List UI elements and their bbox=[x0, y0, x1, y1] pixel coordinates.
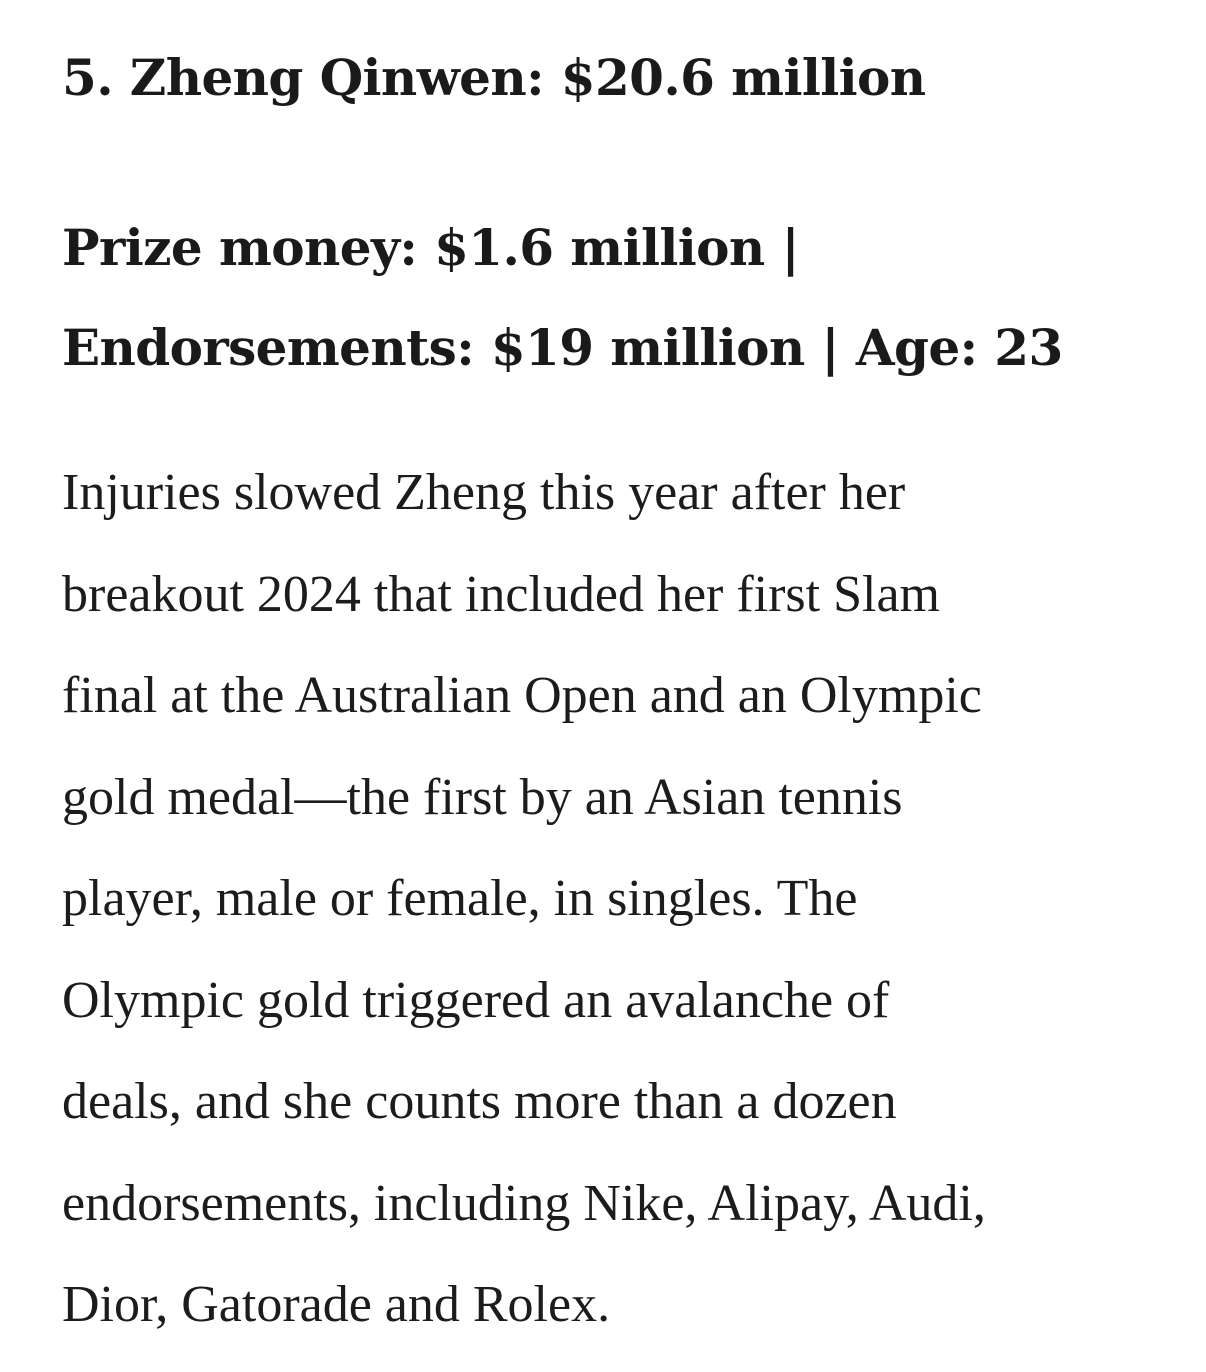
paragraph-line: player, male or female, in singles. The bbox=[62, 870, 858, 927]
endorsements-age-line: Endorsements: $19 million | Age: 23 bbox=[62, 318, 1063, 377]
prize-money-line: Prize money: $1.6 million | bbox=[62, 218, 800, 277]
paragraph-line: endorsements, including Nike, Alipay, Audi, bbox=[62, 1174, 986, 1232]
article-paragraph bbox=[62, 442, 986, 1356]
paragraph-line: Dior, Gatorade and Rolex. bbox=[62, 1276, 611, 1333]
paragraph-line: Injuries slowed Zheng this year after her bbox=[62, 464, 906, 521]
paragraph-line: gold medal—the first by an Asian tennis bbox=[62, 768, 903, 826]
earnings-stats bbox=[62, 198, 1172, 398]
paragraph-line: deals, and she counts more than a dozen bbox=[62, 1073, 897, 1130]
ranking-heading: 5. Zheng Qinwen: $20.6 million bbox=[62, 48, 926, 107]
paragraph-line: final at the Australian Open and an Olympic bbox=[62, 667, 982, 724]
paragraph-line: Olympic gold triggered an avalanche of bbox=[62, 971, 890, 1029]
paragraph-line: breakout 2024 that included her first Slam bbox=[62, 565, 941, 623]
